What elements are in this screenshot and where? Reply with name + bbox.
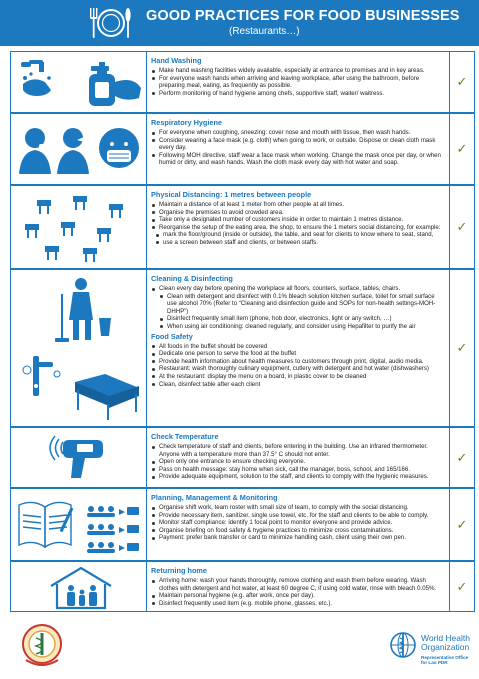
check-icon: ✓	[456, 340, 468, 355]
check-icon: ✓	[456, 516, 468, 532]
sub-list-item: When using air conditioning: cleaned regularly, and consider using Hepafilter to purify the air	[159, 323, 445, 331]
thermometer-icon	[15, 432, 143, 485]
list-item: Reorganise the setup of the eating area, the shop, to ensure the 1 meters social distancing, for example:	[151, 224, 445, 232]
ministry-of-health-logo	[20, 620, 64, 670]
list-item: At the restaurant: display the menu on a board, in plastic cover to be cleaned	[151, 373, 445, 381]
returning-home-content	[147, 562, 450, 611]
check-icon: ✓	[456, 141, 468, 156]
list-item: Perform monitoring of hand hygiene among chefs, supportive staff, waiter/ waitress.	[151, 90, 445, 98]
list-item: Organise shift work, team roster with small size of team, to comply with the social distancing.	[151, 504, 445, 512]
hand-washing-illustration	[11, 52, 147, 112]
who-emblem-icon	[388, 630, 418, 660]
distancing-content	[147, 186, 450, 268]
list-item: Provide health information about health measures to customers through print, digital, audio media.	[151, 358, 445, 366]
check-icon: ✓	[456, 74, 468, 89]
list-item: For everyone wash hands when arriving and leaving workplace, after using the bathroom, before preparing meal, eating, as frequently as possible.	[151, 75, 445, 90]
cleaning-icon	[15, 274, 143, 424]
home-illustration	[11, 562, 147, 611]
check-icon: ✓	[456, 578, 468, 594]
list-item: All foods in the buffet should be covered	[151, 343, 445, 351]
section-returning-home	[10, 561, 475, 612]
cutlery-icon	[86, 5, 136, 41]
check-icon: ✓	[456, 219, 468, 234]
list-item: Disinfect frequently used item (e.g. mobile phone, glasses, etc.).	[151, 600, 445, 608]
section-title: Check Temperature	[151, 432, 219, 441]
section-title: Physical Distancing: 1 metres between people	[151, 190, 312, 199]
temperature-content	[147, 428, 450, 487]
list-item: Provide necessary item, sanitizer, single use towel, etc. for the staff and clients to be able to comply.	[151, 512, 445, 520]
list-item: Check temperature of staff and clients, before entering in the building. Use an infrared thermometer. Anyone with a temperature more than 37.5° C should not enter.	[151, 443, 445, 458]
planning-content	[147, 489, 450, 560]
list-item: Open only one entrance to ensure checking everyone.	[151, 458, 445, 466]
page-title: GOOD PRACTICES FOR FOOD BUSINESSES	[146, 8, 460, 24]
list-item: Make hand washing facilities widely available, especially at entrance to premises and in key areas.	[151, 67, 445, 75]
section-title: Planning, Management & Monitoring	[151, 493, 278, 502]
planning-illustration	[11, 489, 147, 560]
hand-washing-content	[147, 52, 450, 112]
list-item: Maintain a distance of at least 1 meter from other people at all times.	[151, 201, 445, 209]
sub-list-item: Disinfect frequently small item (phone, hob door, electronics, light or any switch, …)	[159, 315, 445, 323]
list-item: Maintain personal hygiene (e.g. after work, once per day).	[151, 592, 445, 600]
who-office: Representative Office for Lao PDR	[421, 655, 469, 666]
sub-list-item: Clean with detergent and disinfect with 0.1% bleach solution kitchen surface, toilet for small surface use alcohol 70% (Refer to “Cleaning and disinfection guide and SOPs for non-health settings-MOH-DHHP”)	[159, 293, 445, 316]
section-planning-management	[10, 488, 475, 561]
cleaning-content	[147, 270, 450, 426]
list-item: Arriving home: wash your hands thoroughly, remove clothing and wash them before wearing. Wash clothes with detergent and hot water, at least 60 degree C, if using cold water, rinse with bleach 0.05%.	[151, 577, 445, 592]
who-name: World Health Organization	[421, 633, 470, 652]
family-home-icon	[15, 566, 143, 610]
list-item: Provide adequate equipment, solution to the staff, and clients to comply with the hygienic measures.	[151, 473, 445, 481]
list-item: For everyone when coughing, sneezing: cover nose and mouth with tissue, then wash hands.	[151, 129, 445, 137]
list-item: Organise briefing on food safety & hygiene practices to minimize cross contaminations.	[151, 527, 445, 535]
section-hand-washing	[10, 51, 475, 113]
section-title-food-safety: Food Safety	[151, 331, 193, 341]
list-item: Clean, disinfect table after each client	[151, 381, 445, 389]
page-footer	[0, 610, 479, 679]
section-title: Hand Washing	[151, 56, 202, 65]
section-cleaning-disinfecting	[10, 269, 475, 427]
list-item: Consider wearing a face mask (e.g. cloth) when going to work, or outside. Dispose or clean cloth mask every day.	[151, 137, 445, 152]
section-respiratory-hygiene	[10, 113, 475, 185]
tables-chairs-icon	[15, 190, 143, 266]
cleaning-illustration	[11, 270, 147, 426]
list-item: Restaurant: wash thoroughly culinary equipment, cutlery with detergent and hot water (dishwashers)	[151, 365, 445, 373]
page-header	[0, 0, 479, 46]
notebook-team-icon	[15, 493, 143, 558]
list-item: Monitor staff compliance: identify 1 focal point to monitor everyone and provide advice.	[151, 519, 445, 527]
list-item: Take only a designated number of customers inside in order to maintain 1 metres distance.	[151, 216, 445, 224]
page-subtitle: (Restaurants…)	[229, 26, 300, 37]
sub-list-item: mark the floor/ground (inside or outside), the table, and seat for clients to know where to seat, stand,	[155, 231, 445, 239]
respiratory-illustration	[11, 114, 147, 184]
section-title: Respiratory Hygiene	[151, 118, 222, 127]
list-item: Dedicate one person to serve the food at the buffet	[151, 350, 445, 358]
temperature-illustration	[11, 428, 147, 487]
distancing-illustration	[11, 186, 147, 268]
list-item: Clean every day before opening the workplace all floors, counters, surface, tables, chairs.	[151, 285, 445, 293]
section-physical-distancing	[10, 185, 475, 269]
section-check-temperature	[10, 427, 475, 488]
face-mask-icon	[15, 118, 143, 180]
hand-washing-icon	[15, 56, 143, 110]
section-title: Returning home	[151, 566, 207, 575]
list-item: Payment: prefer bank transfer or card to minimize handling cash, client using their own pen.	[151, 534, 445, 542]
respiratory-content	[147, 114, 450, 184]
list-item: Following MOH directive, staff wear a face mask when working. Change the mask once per day, or when humid or dirty, and wash hands. Wash the cloth mask every day with hot water and soap.	[151, 152, 445, 167]
section-title: Cleaning & Disinfecting	[151, 274, 233, 283]
sub-list-item: use a screen between staff and clients, or between staffs.	[155, 239, 445, 247]
check-icon: ✓	[456, 449, 468, 465]
list-item: Organise the premises to avoid crowded area.	[151, 209, 445, 217]
list-item: Pass on health message: stay home when sick, call the manager, boss, school, and 165/166.	[151, 466, 445, 474]
